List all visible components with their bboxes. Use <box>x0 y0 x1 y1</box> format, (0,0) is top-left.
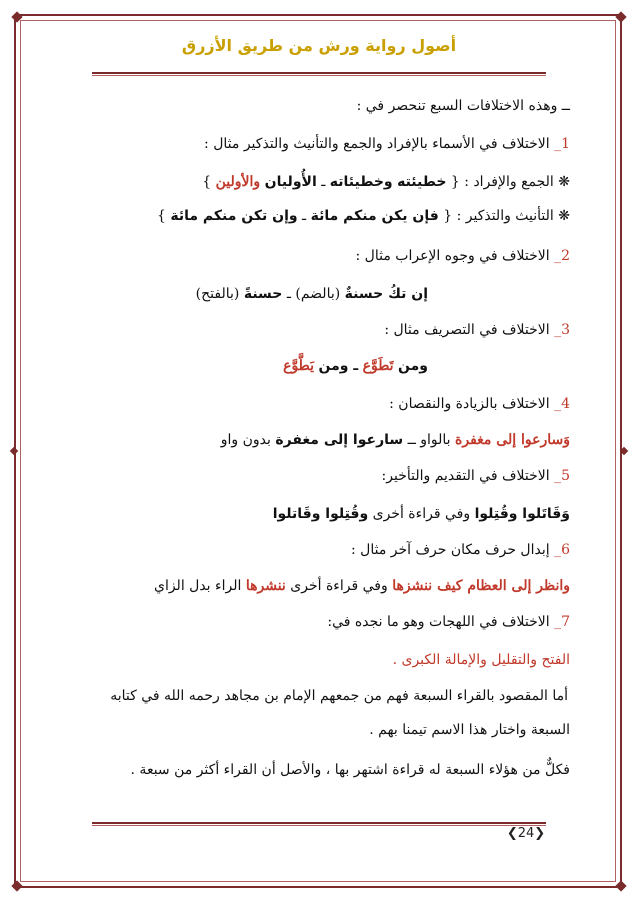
page-number <box>504 826 548 841</box>
example-word-highlight: وانظر إلى العظام كيف ننشزها <box>392 578 570 594</box>
section-7-example <box>40 650 570 670</box>
page-header-title: أصول رواية ورش من طريق الأزرق <box>181 36 457 55</box>
example-word-highlight: تَطَوَّع <box>362 358 394 374</box>
section-7-heading <box>40 612 570 632</box>
example-prefix: ❋ التأنيث والتذكير : { <box>443 208 570 224</box>
section-number: 5_ <box>554 468 570 484</box>
section-4-heading <box>40 394 570 414</box>
section-number: 4_ <box>554 396 570 412</box>
section-3-example <box>40 356 428 376</box>
section-5-heading <box>40 466 570 486</box>
example-note: (بالفتح) <box>195 286 240 302</box>
example-word-highlight: الفتح والتقليل والإمالة الكبرى . <box>392 652 570 668</box>
section-text: إبدال حرف مكان حرف آخر مثال : <box>351 542 550 558</box>
section-number: 1_ <box>554 136 570 152</box>
example-word: وقُتِلوا وقَاتلوا <box>272 506 369 522</box>
example-word: ومن <box>398 358 428 374</box>
example-word: وَقَاتَلوا وقُتِلوا <box>474 506 570 522</box>
page-number-value: 24 <box>517 826 535 841</box>
section-6-heading <box>40 540 570 560</box>
example-word: سارعوا إلى مغفرة <box>275 432 404 448</box>
example-note: الراء بدل الزاي <box>153 578 242 594</box>
example-word: ـ ومن <box>318 358 359 374</box>
example-word-highlight: يَطَّوَّع <box>283 358 315 374</box>
section-text: الاختلاف في وجوه الإعراب مثال : <box>355 248 550 264</box>
example-word: حسنةً <box>243 286 283 302</box>
example-note: بدون واو <box>220 432 271 448</box>
intro-line: ــ وهذه الاختلافات السبع تنحصر في : <box>356 98 570 114</box>
example-word: فإن يكن منكم مائة <box>310 208 439 224</box>
example-note: وفي قراءة أخرى <box>372 506 471 522</box>
example-word: وخطيئاته <box>329 174 393 190</box>
example-suffix: } <box>202 174 212 190</box>
section-number: 3_ <box>554 322 570 338</box>
section-2-heading <box>40 246 570 266</box>
paragraph-line-3: فكلٌّ من هؤلاء السبعة له قراءة اشتهر بها ، والأصل أن القراء أكثر من سبعة . <box>130 762 570 778</box>
corner-ornament-icon <box>610 6 632 28</box>
paragraph-line-1: أما المقصود بالقراء السبعة فهم من جمعهم الإمام بن مجاهد رحمه الله في كتابه <box>110 688 568 704</box>
example-word: الأُوليان <box>264 174 317 190</box>
page-number-ornament-icon: ❮ <box>506 826 518 841</box>
example-word: خطيئته <box>397 174 447 190</box>
example-word-highlight: والأولين <box>215 174 261 190</box>
section-1-example-gender <box>40 206 570 226</box>
example-note: وفي قراءة أخرى <box>290 578 388 594</box>
example-word-highlight: وَسارعوا إلى مغفرة <box>455 432 570 448</box>
section-number: 2_ <box>554 248 570 264</box>
section-5-example <box>40 504 570 524</box>
section-number: 6_ <box>554 542 570 558</box>
example-word: وإن تكن منكم مائة <box>170 208 298 224</box>
header-divider <box>92 72 546 74</box>
section-3-heading <box>40 320 570 340</box>
section-2-example <box>40 284 428 304</box>
example-note: بالواو ــ <box>407 432 451 448</box>
section-6-example <box>40 576 570 596</box>
example-suffix: } <box>156 208 166 224</box>
example-word-highlight: ننشرها <box>245 578 286 594</box>
example-prefix: ❋ الجمع والإفراد : { <box>450 174 570 190</box>
footer-divider <box>92 822 546 824</box>
section-number: 7_ <box>554 614 570 630</box>
section-text: الاختلاف بالزيادة والنقصان : <box>389 396 550 412</box>
corner-ornament-icon <box>6 875 28 897</box>
paragraph-line-2: السبعة واختار هذا الاسم تيمنا بهم . <box>369 722 570 738</box>
corner-ornament-icon <box>6 6 28 28</box>
section-1-heading <box>40 134 570 154</box>
corner-ornament-icon <box>610 875 632 897</box>
example-note: (بالضم) ـ <box>286 286 341 302</box>
section-4-example <box>40 430 570 450</box>
section-text: الاختلاف في اللهجات وهو ما نجده في: <box>327 614 550 630</box>
section-text: الاختلاف في الأسماء بالإفراد والجمع والتأنيث والتذكير مثال : <box>204 136 550 152</box>
page-number-ornament-icon: ❯ <box>534 826 546 841</box>
example-separator: ـ <box>321 174 326 190</box>
section-1-example-plural <box>40 172 570 192</box>
example-separator: ـ <box>302 208 307 224</box>
section-text: الاختلاف في التقديم والتأخير: <box>381 468 550 484</box>
section-text: الاختلاف في التصريف مثال : <box>384 322 550 338</box>
example-word: إن تكُ حسنةٌ <box>344 286 428 302</box>
